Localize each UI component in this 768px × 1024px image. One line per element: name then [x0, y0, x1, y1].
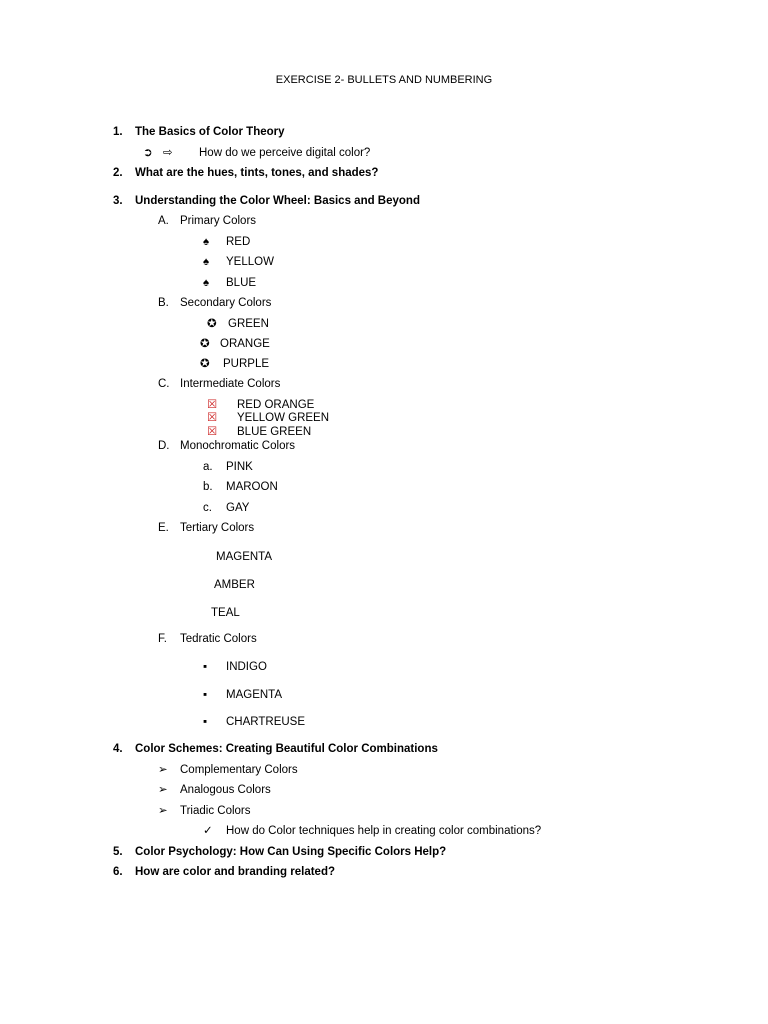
list-letter: b. [203, 481, 213, 493]
list-item: How do Color techniques help in creating color combinations? [226, 825, 542, 837]
list-letter: a. [203, 461, 213, 473]
list-number: 1. [113, 126, 123, 138]
curved-arrow-icon: ➲ [143, 147, 153, 159]
heading-item: What are the hues, tints, tones, and shades? [135, 167, 379, 179]
heading-item: The Basics of Color Theory [135, 126, 285, 138]
list-letter: B. [158, 297, 169, 309]
list-item: ORANGE [220, 338, 270, 350]
list-item: YELLOW GREEN [237, 412, 330, 424]
list-item: PURPLE [223, 358, 270, 370]
arrowhead-bullet-icon: ➢ [158, 805, 168, 817]
list-item: MAGENTA [226, 689, 283, 701]
outline-arrow-icon: ⇨ [163, 147, 173, 159]
heading-item: Understanding the Color Wheel: Basics and Beyond [135, 195, 420, 207]
box-x-icon: ☒ [207, 399, 218, 411]
heading-item: Color Psychology: How Can Using Specific Colors Help? [135, 846, 447, 858]
list-letter: c. [203, 502, 212, 514]
list-item: AMBER [214, 579, 255, 591]
page-title: EXERCISE 2- BULLETS AND NUMBERING [275, 74, 493, 86]
square-bullet-icon: ▪ [203, 689, 208, 701]
subheading-item: Tedratic Colors [180, 633, 257, 645]
square-bullet-icon: ▪ [203, 661, 208, 673]
arrowhead-bullet-icon: ➢ [158, 764, 168, 776]
list-item: GAY [226, 502, 250, 514]
list-letter: C. [158, 378, 170, 390]
spade-icon: ♠ [203, 236, 210, 248]
list-item: Analogous Colors [180, 784, 271, 796]
heading-item: How are color and branding related? [135, 866, 336, 878]
subheading-item: Intermediate Colors [180, 378, 281, 390]
box-x-icon: ☒ [207, 426, 218, 438]
list-item: TEAL [211, 607, 240, 619]
list-item: MAROON [226, 481, 278, 493]
spade-icon: ♠ [203, 277, 210, 289]
list-item: GREEN [228, 318, 269, 330]
list-letter: F. [158, 633, 167, 645]
square-bullet-icon: ▪ [203, 716, 208, 728]
box-x-icon: ☒ [207, 412, 218, 424]
heading-item: Color Schemes: Creating Beautiful Color Combinations [135, 743, 438, 755]
list-item: CHARTREUSE [226, 716, 306, 728]
star-circle-icon: ✪ [200, 358, 210, 370]
list-item: RED [226, 236, 251, 248]
subheading-item: Tertiary Colors [180, 522, 255, 534]
list-item: BLUE [226, 277, 257, 289]
check-icon: ✓ [203, 825, 213, 837]
list-item: PINK [226, 461, 253, 473]
list-item: BLUE GREEN [237, 426, 312, 438]
list-letter: E. [158, 522, 169, 534]
list-item: Complementary Colors [180, 764, 298, 776]
subheading-item: Monochromatic Colors [180, 440, 296, 452]
list-number: 5. [113, 846, 123, 858]
subheading-item: Secondary Colors [180, 297, 272, 309]
list-letter: D. [158, 440, 170, 452]
list-number: 4. [113, 743, 123, 755]
list-letter: A. [158, 215, 169, 227]
list-number: 3. [113, 195, 123, 207]
spade-icon: ♠ [203, 256, 210, 268]
list-item: How do we perceive digital color? [199, 147, 371, 159]
list-item: YELLOW [226, 256, 274, 268]
list-item: Triadic Colors [180, 805, 251, 817]
list-number: 2. [113, 167, 123, 179]
arrowhead-bullet-icon: ➢ [158, 784, 168, 796]
list-number: 6. [113, 866, 123, 878]
list-item: RED ORANGE [237, 399, 315, 411]
list-item: INDIGO [226, 661, 267, 673]
star-circle-icon: ✪ [207, 318, 217, 330]
star-circle-icon: ✪ [200, 338, 210, 350]
subheading-item: Primary Colors [180, 215, 257, 227]
list-item: MAGENTA [216, 551, 273, 563]
